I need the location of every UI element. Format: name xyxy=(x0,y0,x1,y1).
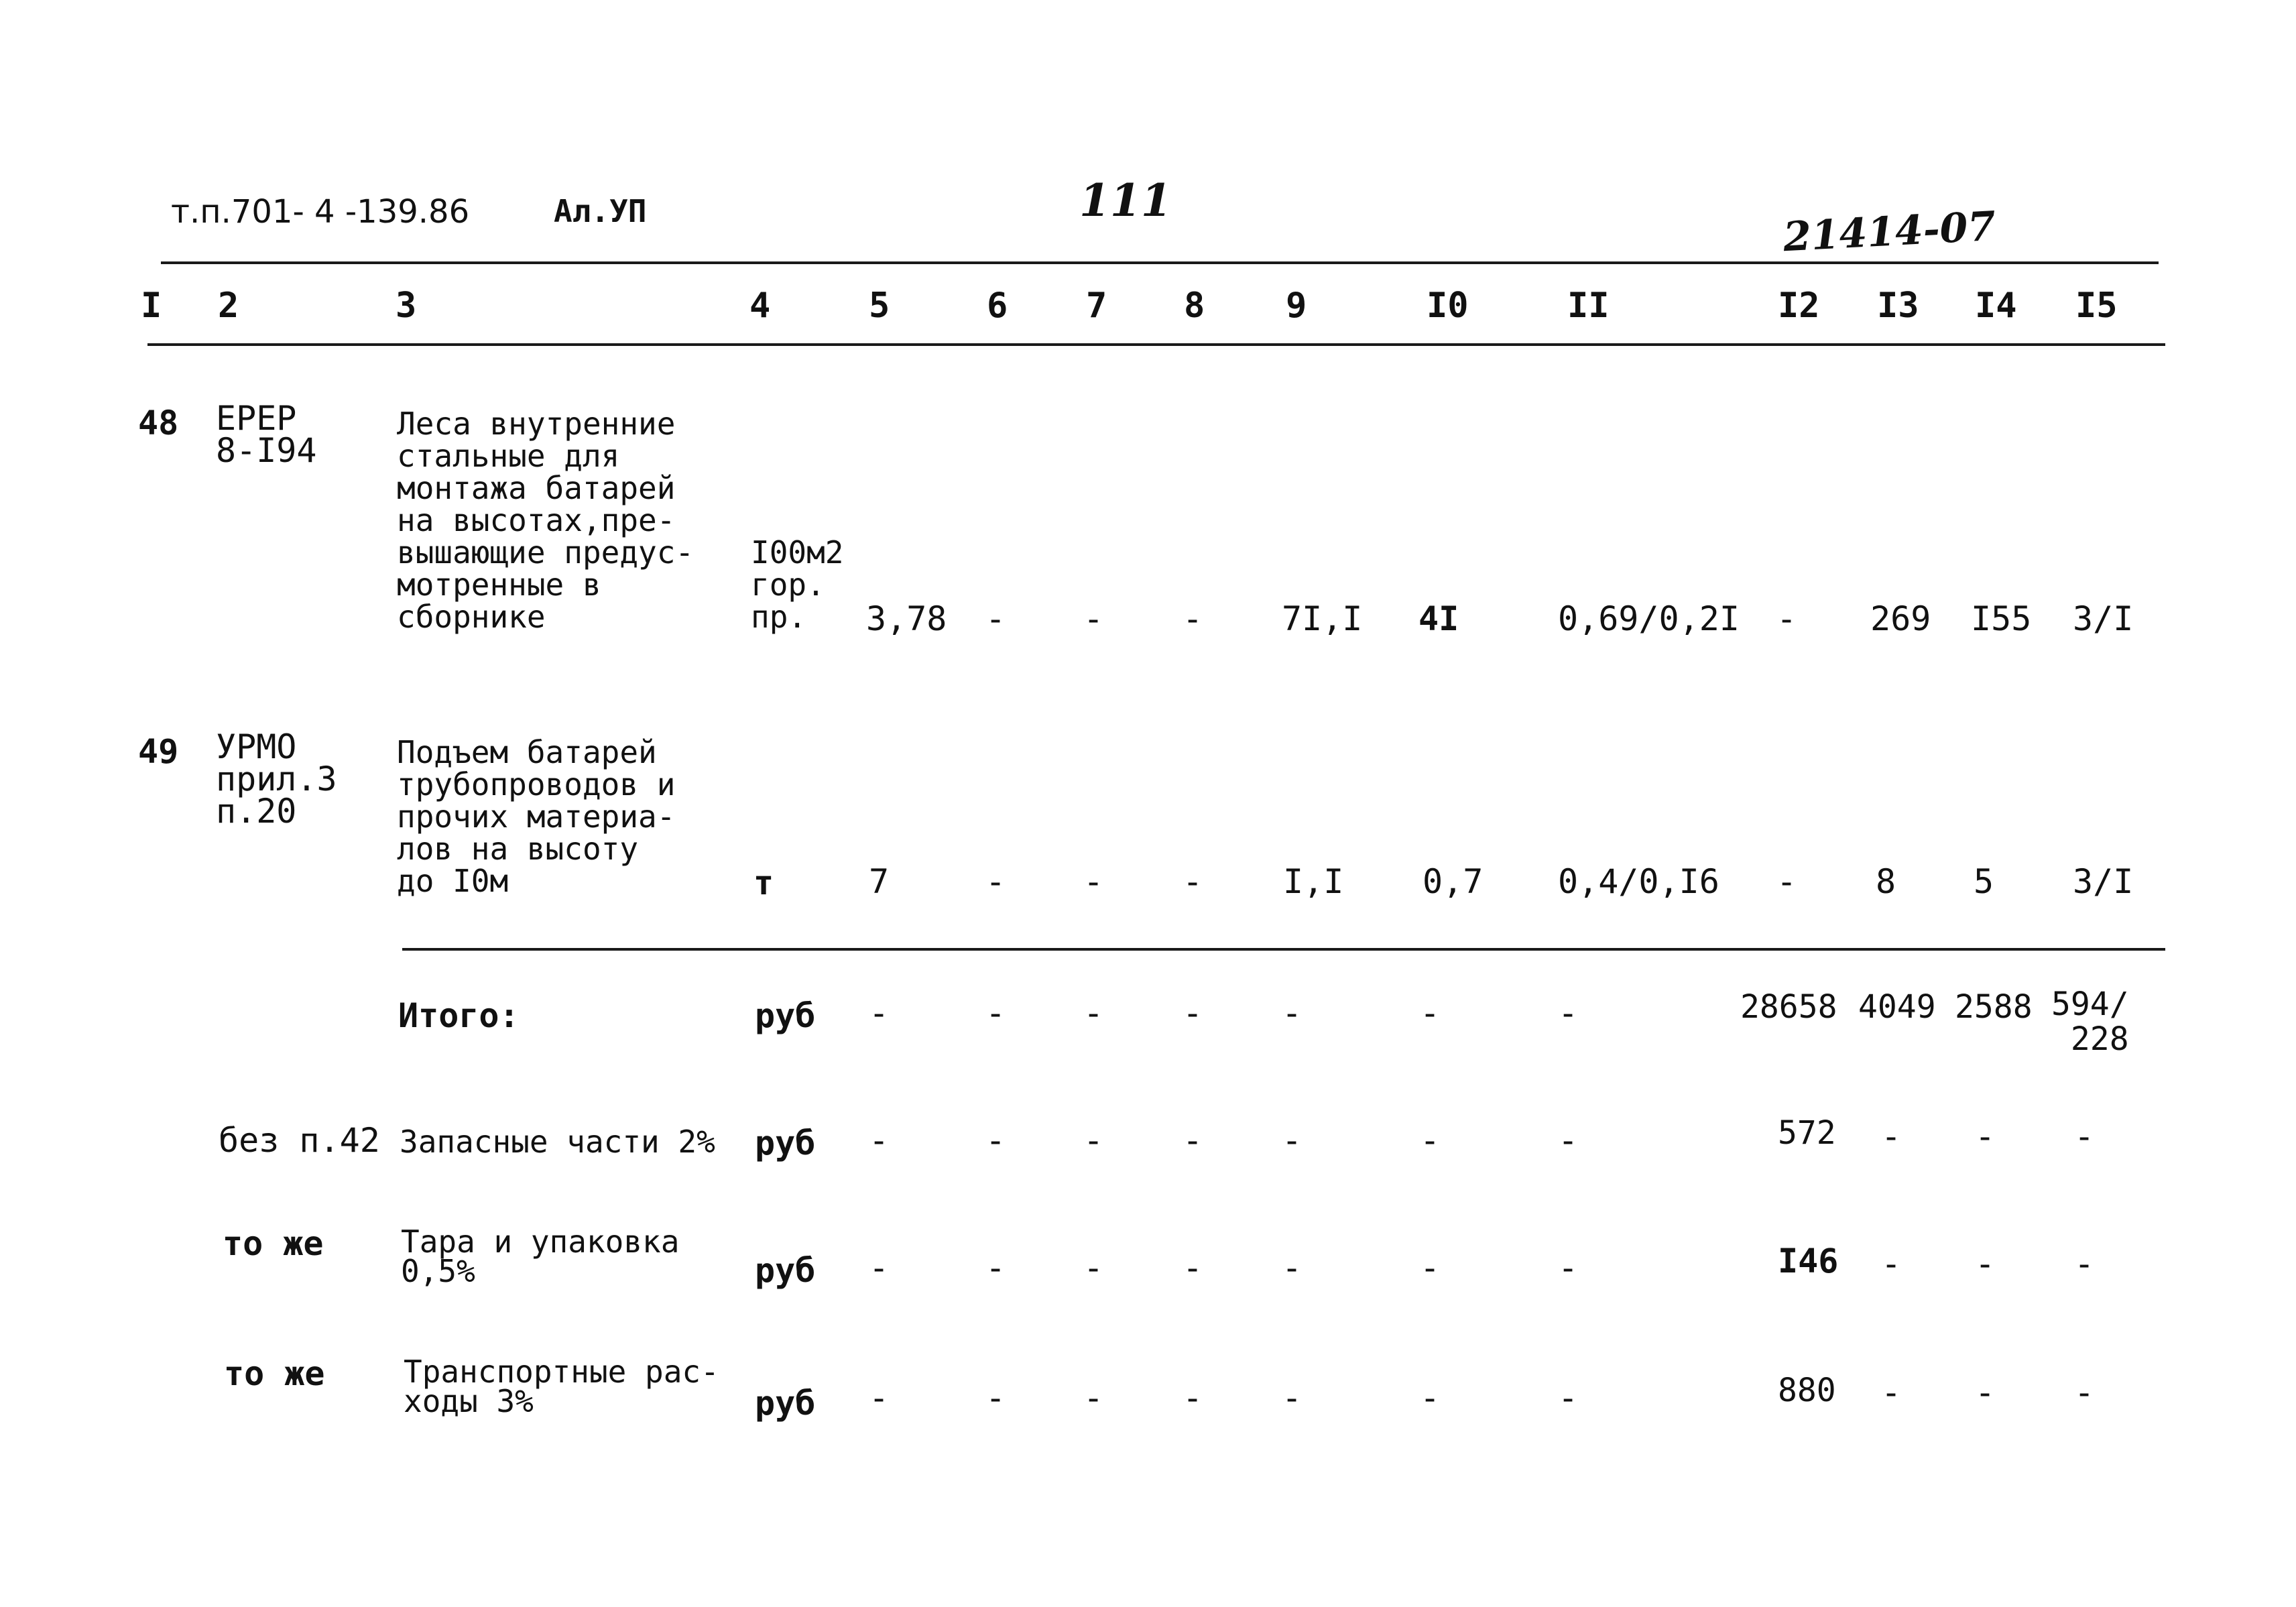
totals-col8: - xyxy=(1183,994,1203,1032)
row-number: 48 xyxy=(138,404,179,442)
totals-col11: - xyxy=(1558,994,1579,1032)
row-col8: - xyxy=(1183,862,1203,901)
col-header-7: 7 xyxy=(1086,286,1107,326)
col-header-12: I2 xyxy=(1778,286,1820,326)
extra-col10: - xyxy=(1420,1378,1441,1417)
extra-col6: - xyxy=(985,1378,1006,1417)
totals-col5: - xyxy=(869,994,890,1032)
row-number: 49 xyxy=(138,732,179,771)
extra-col7: - xyxy=(1083,1248,1104,1287)
row-col7: - xyxy=(1083,862,1104,901)
extra-description: Запасные части 2% xyxy=(400,1124,715,1160)
row-col14: 5 xyxy=(1974,862,1994,901)
row-col13: 269 xyxy=(1870,599,1931,638)
extra-col11: - xyxy=(1558,1378,1579,1417)
extra-col5: - xyxy=(869,1248,890,1287)
col-header-6: 6 xyxy=(987,286,1008,326)
extra-col10: - xyxy=(1420,1121,1441,1160)
extra-col14: - xyxy=(1975,1117,1996,1156)
totals-col7: - xyxy=(1083,994,1104,1032)
row-col6: - xyxy=(985,599,1006,638)
col-header-8: 8 xyxy=(1184,286,1205,326)
col-header-10: I0 xyxy=(1427,286,1469,326)
row-col6: - xyxy=(985,862,1006,901)
totals-col14: 2588 xyxy=(1955,988,2033,1026)
extra-col15: - xyxy=(2074,1373,2095,1412)
totals-col9: - xyxy=(1282,994,1303,1032)
row-col10: 4I xyxy=(1418,599,1459,638)
extra-col15: - xyxy=(2074,1244,2095,1283)
row-col7: - xyxy=(1083,599,1104,638)
extra-col9: - xyxy=(1282,1378,1303,1417)
row-col13: 8 xyxy=(1876,862,1896,901)
extra-col13: - xyxy=(1881,1244,1902,1283)
extra-col14: - xyxy=(1975,1244,1996,1283)
row-code: УРМО прил.3 п.20 xyxy=(216,727,337,831)
row-col9: I,I xyxy=(1283,862,1344,901)
extra-ref: то же xyxy=(223,1224,324,1263)
extra-col9: - xyxy=(1282,1248,1303,1287)
col-header-5: 5 xyxy=(869,286,890,326)
extra-col11: - xyxy=(1558,1248,1579,1287)
extra-col15: - xyxy=(2074,1117,2095,1156)
row-description: Леса внутренние стальные для монтажа батарей на высотах,пре- вышающие предус- мотренные в сборнике xyxy=(397,406,694,635)
header-top-rule xyxy=(161,261,2159,264)
extra-col6: - xyxy=(985,1121,1006,1160)
col-header-9: 9 xyxy=(1286,286,1307,326)
row-col5: 3,78 xyxy=(866,599,947,638)
row-col12: - xyxy=(1776,599,1797,638)
extra-col5: - xyxy=(869,1378,890,1417)
row-col5: 7 xyxy=(869,862,890,901)
row-col15: 3/I xyxy=(2073,599,2134,638)
extra-description: Транспортные рас- ходы 3% xyxy=(404,1354,719,1419)
totals-col6: - xyxy=(985,994,1006,1032)
extra-col6: - xyxy=(985,1248,1006,1287)
header-bottom-rule xyxy=(147,343,2165,346)
extra-description: Тара и упаковка 0,5% xyxy=(401,1224,680,1289)
col-header-13: I3 xyxy=(1877,286,1919,326)
row-col15: 3/I xyxy=(2073,862,2134,901)
row-col8: - xyxy=(1183,599,1203,638)
extra-col8: - xyxy=(1183,1378,1203,1417)
row-col10: 0,7 xyxy=(1423,862,1484,901)
totals-label: Итого: xyxy=(398,996,520,1035)
col-header-4: 4 xyxy=(749,286,771,326)
extra-col8: - xyxy=(1183,1248,1203,1287)
extra-col13: - xyxy=(1881,1373,1902,1412)
album-label: Ал.УП xyxy=(554,193,647,229)
extra-col12: I46 xyxy=(1778,1242,1839,1281)
extra-col14: - xyxy=(1975,1373,1996,1412)
row-col14: I55 xyxy=(1971,599,2032,638)
row-col12: - xyxy=(1776,862,1797,901)
extra-unit: руб xyxy=(755,1251,816,1290)
row-col11: 0,4/0,I6 xyxy=(1558,862,1719,901)
extra-col7: - xyxy=(1083,1121,1104,1160)
row-col11: 0,69/0,2I xyxy=(1558,599,1740,638)
totals-rule xyxy=(402,948,2165,951)
extra-unit: руб xyxy=(755,1124,816,1163)
totals-col10: - xyxy=(1420,994,1441,1032)
totals-unit: руб xyxy=(755,996,816,1035)
row-unit: т xyxy=(753,864,774,902)
extra-col13: - xyxy=(1881,1117,1902,1156)
extra-col5: - xyxy=(869,1121,890,1160)
extra-col7: - xyxy=(1083,1378,1104,1417)
totals-col12: 28658 xyxy=(1740,988,1837,1026)
col-header-15: I5 xyxy=(2075,286,2118,326)
row-unit: I00м2 гор. пр. xyxy=(751,534,844,635)
col-header-14: I4 xyxy=(1975,286,2017,326)
extra-ref: без п.42 xyxy=(219,1121,380,1160)
extra-col10: - xyxy=(1420,1248,1441,1287)
extra-unit: руб xyxy=(755,1384,816,1423)
extra-col12: 880 xyxy=(1778,1372,1836,1409)
row-code: ЕРЕР 8-I94 xyxy=(216,399,317,470)
totals-col13: 4049 xyxy=(1858,988,1936,1026)
extra-col8: - xyxy=(1183,1121,1203,1160)
col-header-1: I xyxy=(141,286,162,326)
page-number: 111 xyxy=(1079,174,1172,227)
extra-col11: - xyxy=(1558,1121,1579,1160)
totals-col15: 594/ 228 xyxy=(2051,986,2129,1058)
extra-ref: то же xyxy=(224,1354,325,1393)
row-description: Подъем батарей трубопроводов и прочих материа- лов на высоту до I0м xyxy=(397,734,676,899)
col-header-3: 3 xyxy=(396,286,417,326)
extra-col12: 572 xyxy=(1778,1114,1836,1152)
row-col9: 7I,I xyxy=(1282,599,1363,638)
col-header-2: 2 xyxy=(218,286,239,326)
document-reference: т.п.701- 4 -139.86 xyxy=(171,193,470,231)
inventory-number: 21414-07 xyxy=(1782,202,1997,261)
col-header-11: II xyxy=(1567,286,1610,326)
extra-col9: - xyxy=(1282,1121,1303,1160)
